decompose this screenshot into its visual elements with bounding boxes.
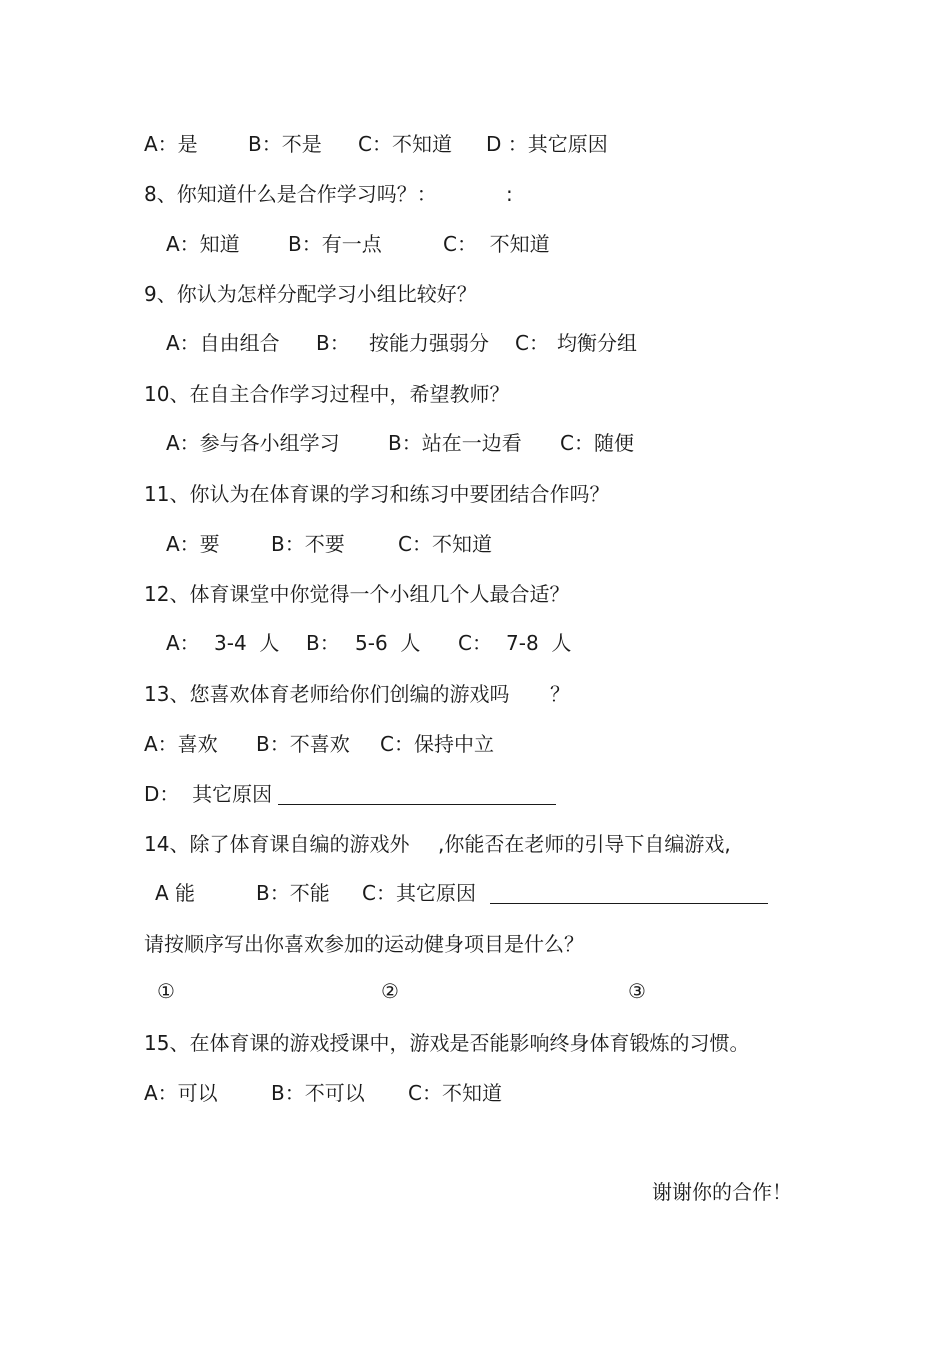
q7-option-d: D ：其它原因 xyxy=(486,132,608,156)
q15-option-b: B：不可以 xyxy=(271,1081,365,1105)
q9-option-b-label: B： xyxy=(316,331,350,355)
q10-option-a: A：参与各小组学习 xyxy=(166,431,340,455)
q12-option-c-label: C： xyxy=(458,631,492,655)
q7-option-a: A：是 xyxy=(144,132,198,156)
q13-question-text: 13、您喜欢体育老师给你们创编的游戏吗 xyxy=(144,682,510,706)
q12-question-text: 12、体育课堂中你觉得一个小组几个人最合适？ xyxy=(144,582,570,606)
q11-option-c: C：不知道 xyxy=(398,532,492,556)
q12-option-b-label: B： xyxy=(306,631,340,655)
q13-option-b: B：不喜欢 xyxy=(256,732,350,756)
sports-marker-2: ② xyxy=(381,979,399,1003)
closing-thanks: 谢谢你的合作！ xyxy=(652,1180,792,1204)
q13-question-mark: ？ xyxy=(550,682,570,706)
q14-question-text-2: ,你能否在老师的引导下自编游戏, xyxy=(438,832,731,856)
q10-option-c: C：随便 xyxy=(560,431,634,455)
q7-option-c: C：不知道 xyxy=(358,132,452,156)
q9-option-b: 按能力强弱分 xyxy=(369,331,489,355)
q14-option-a: A 能 xyxy=(155,881,196,905)
q12-option-a-label: A： xyxy=(166,631,200,655)
q15-question-text: 15、在体育课的游戏授课中，游戏是否能影响终身体育锻炼的习惯。 xyxy=(144,1031,750,1055)
q15-option-c: C：不知道 xyxy=(408,1081,502,1105)
closing-row xyxy=(0,1180,792,1252)
sports-marker-1: ① xyxy=(157,979,175,1003)
q12-option-a: 3-4 人 xyxy=(214,631,280,655)
q12-option-b: 5-6 人 xyxy=(355,631,421,655)
q11-option-a: A：要 xyxy=(166,532,220,556)
q7-option-b: B：不是 xyxy=(248,132,322,156)
q10-question-text: 10、在自主合作学习过程中，希望教师？ xyxy=(144,382,510,406)
q9-question-text: 9、你认为怎样分配学习小组比较好？ xyxy=(144,282,477,306)
q14-option-b: B：不能 xyxy=(256,881,330,905)
q9-option-a: A：自由组合 xyxy=(166,331,280,355)
q12-option-c: 7-8 人 xyxy=(506,631,572,655)
q14-other-reason-blank[interactable] xyxy=(490,881,768,904)
q8-option-b: B：有一点 xyxy=(288,232,382,256)
q13-other-reason-blank[interactable] xyxy=(278,782,556,805)
q13-option-a: A：喜欢 xyxy=(144,732,218,756)
q11-option-b: B：不要 xyxy=(271,532,345,556)
q11-question-text: 11、你认为在体育课的学习和练习中要团结合作吗？ xyxy=(144,482,610,506)
q8-colon: : xyxy=(506,182,513,206)
q13-option-c: C：保持中立 xyxy=(380,732,494,756)
q8-question-text: 8、你知道什么是合作学习吗？： xyxy=(144,182,437,206)
q9-option-c-label: C： xyxy=(515,331,549,355)
sports-marker-3: ③ xyxy=(628,979,646,1003)
sports-prompt: 请按顺序写出你喜欢参加的运动健身项目是什么？ xyxy=(144,932,584,956)
q15-option-a: A：可以 xyxy=(144,1081,218,1105)
q8-option-c: C： 不知道 xyxy=(443,232,550,256)
q8-option-a: A：知道 xyxy=(166,232,240,256)
q14-option-c: C：其它原因 xyxy=(362,881,476,905)
q9-option-c: 均衡分组 xyxy=(557,331,637,355)
q10-option-b: B：站在一边看 xyxy=(388,431,522,455)
q14-question-text-1: 14、除了体育课自编的游戏外 xyxy=(144,832,410,856)
q13-option-d: D： 其它原因 xyxy=(144,782,273,806)
